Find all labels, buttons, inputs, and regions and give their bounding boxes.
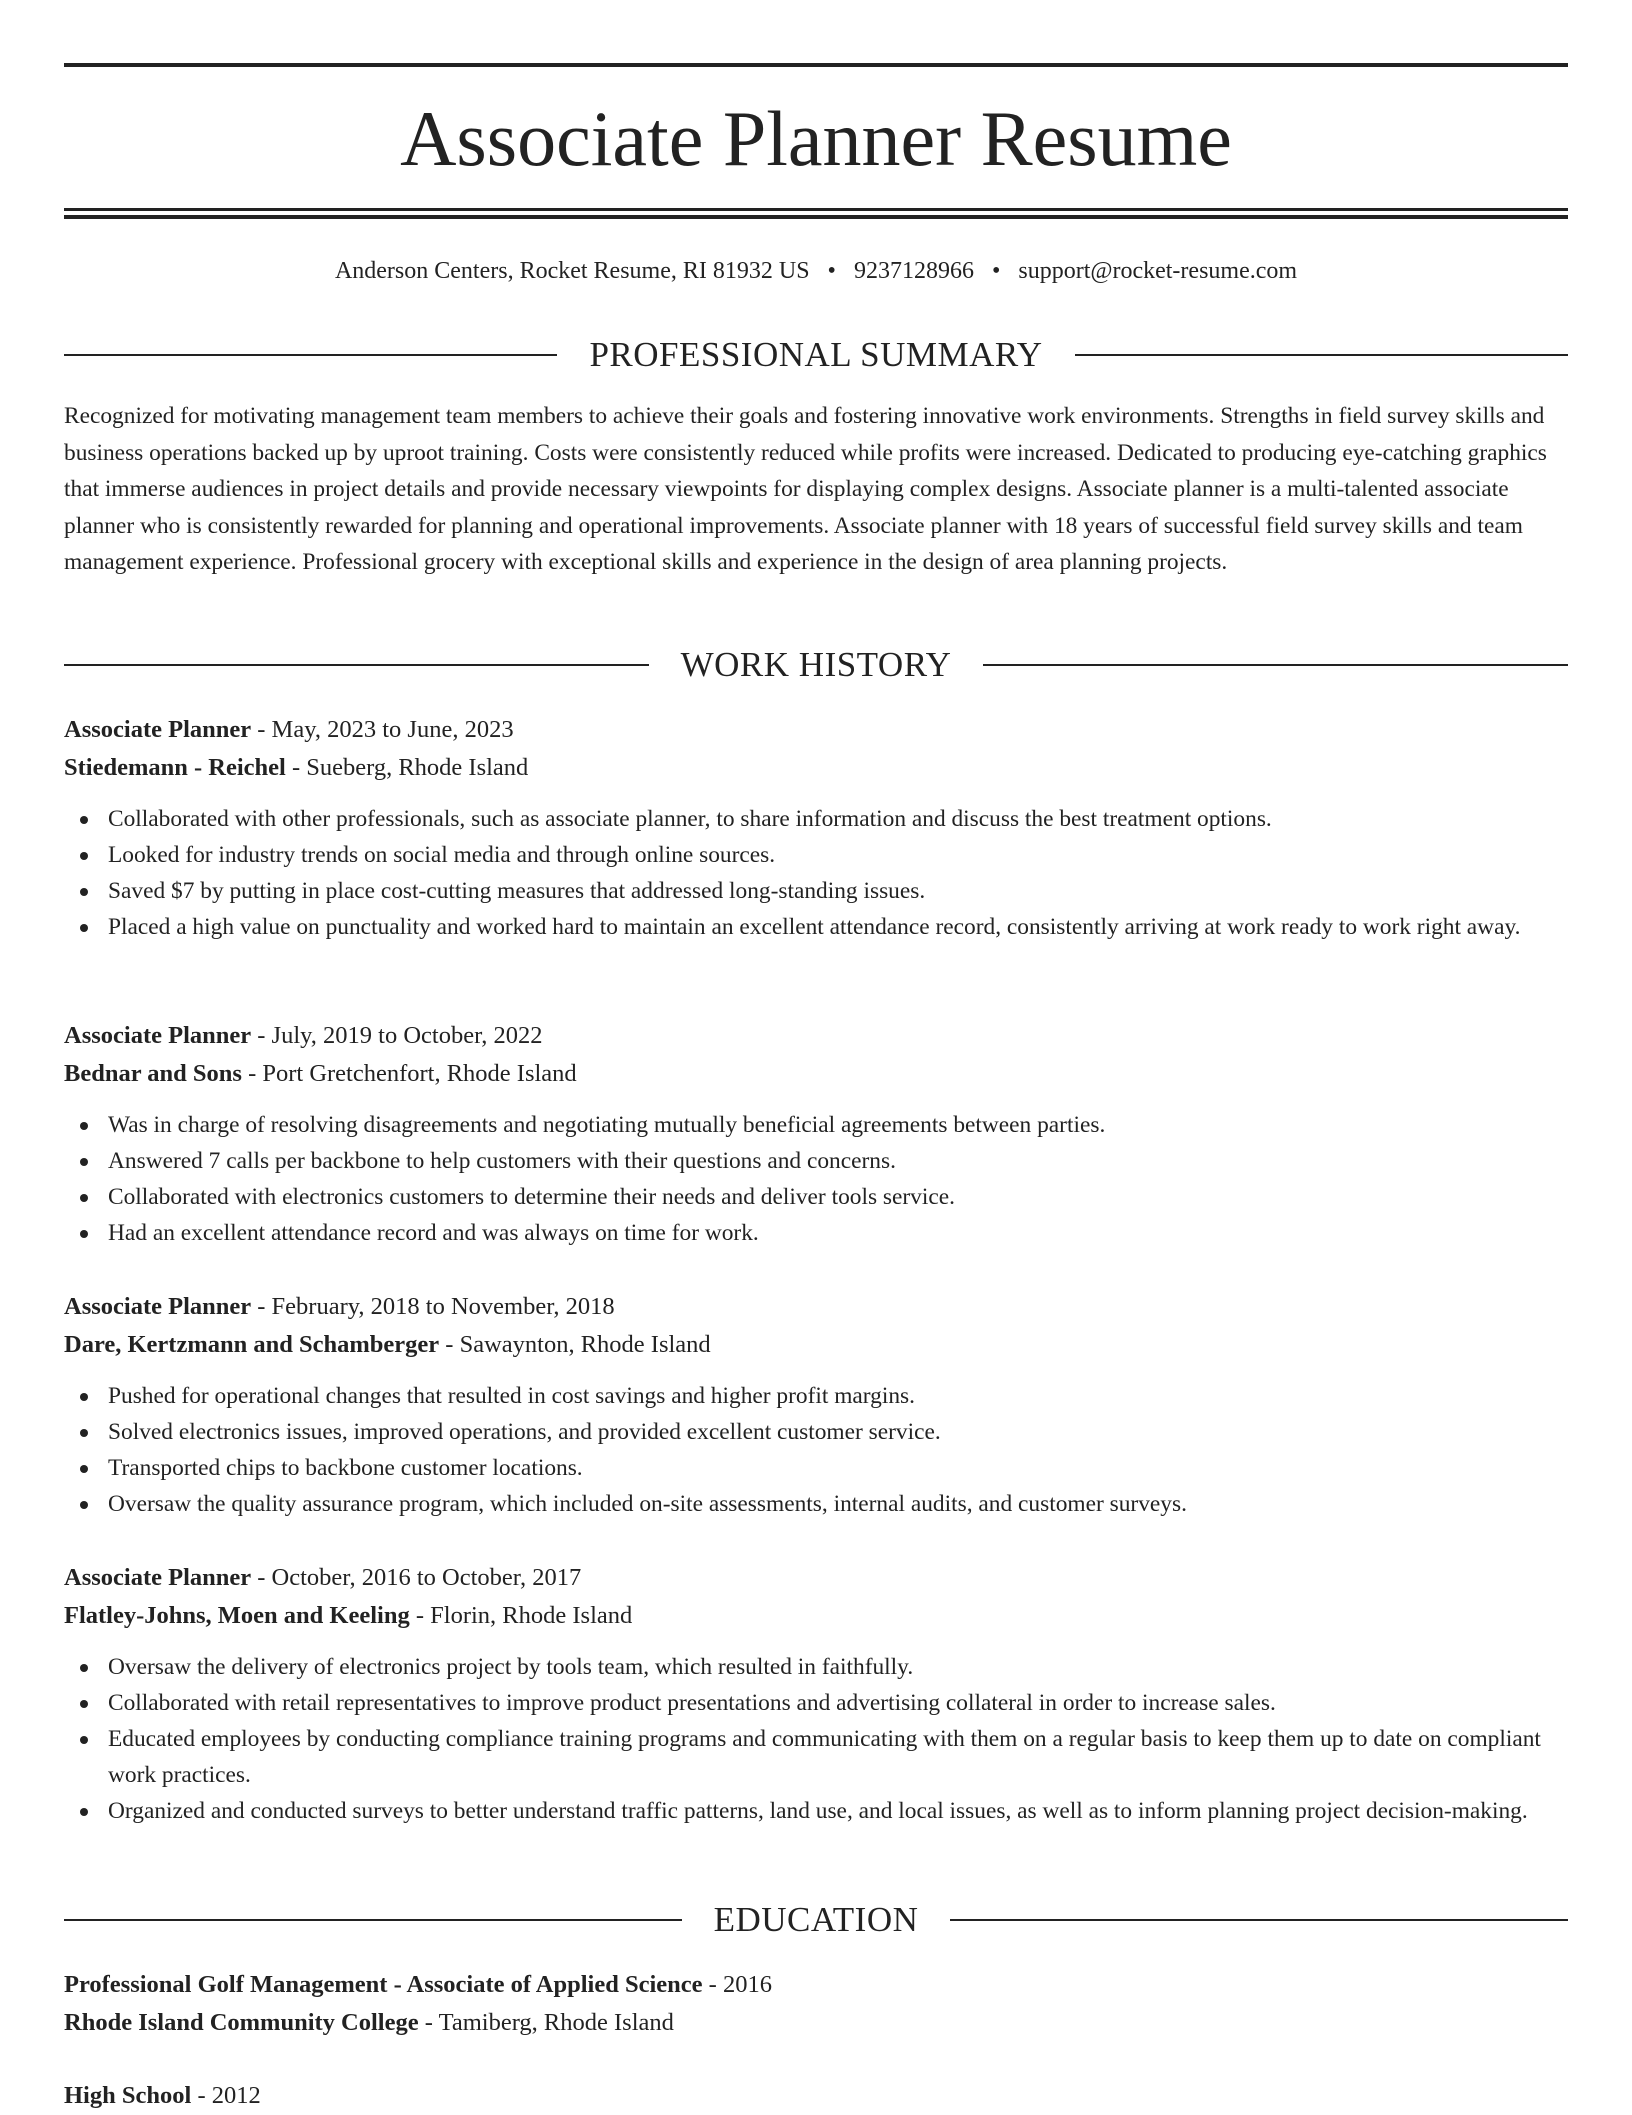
list-item — [108, 1721, 1568, 1793]
education-degree: High School — [64, 2082, 192, 2109]
bullet-icon — [80, 1736, 88, 1744]
job-company: Stiedemann - Reichel — [64, 754, 286, 781]
job-title-line — [64, 1017, 1568, 1055]
list-item — [108, 1450, 1568, 1486]
bullet-text: Collaborated with other professionals, such as associate planner, to share information and discuss the best treatment options. — [108, 806, 1272, 832]
job-title: Associate Planner — [64, 1022, 252, 1049]
list-item — [108, 1486, 1568, 1522]
job-company: Bednar and Sons — [64, 1060, 242, 1087]
job-title: Associate Planner — [64, 716, 252, 743]
job-company-line — [64, 1326, 1568, 1364]
education-location: - Tamiberg, Rhode Island — [418, 2009, 674, 2036]
bullet-text: Oversaw the delivery of electronics project by tools team, which resulted in faithfully. — [108, 1654, 914, 1680]
bullet-icon — [80, 816, 88, 824]
bullet-text: Looked for industry trends on social media and through online sources. — [108, 842, 776, 868]
list-item — [108, 1378, 1568, 1414]
job-entry — [64, 1017, 1568, 1251]
summary-text: Recognized for motivating management team members to achieve their goals and fostering innovative work environments. Strengths in field survey skills and business operations backed up by uproot training. Costs were consistently reduced while profits were increased. Dedicated to producing eye-catching graphics that immerse audiences in project details and provide necessary viewpoints for displaying complex designs. Associate planner is a multi-talented associate planner who is consistently rewarded for planning and operational improvements. Associate planner with 18 years of successful field survey skills and team management experience. Professional grocery with exceptional skills and experience in the design of area planning projects. — [64, 403, 1547, 575]
education-heading-label: EDUCATION — [713, 1900, 919, 1939]
education-school: Rhode Island Community College — [64, 2009, 419, 2036]
bullet-icon — [80, 1194, 88, 1202]
job-bullets — [64, 1649, 1568, 1829]
bullet-icon — [80, 1501, 88, 1509]
job-bullets — [64, 1107, 1568, 1251]
bullet-icon — [80, 1122, 88, 1130]
list-item — [108, 1685, 1568, 1721]
job-location: - Sueberg, Rhode Island — [285, 754, 529, 781]
heading-rule-right — [950, 1919, 1568, 1921]
job-title-line — [64, 1288, 1568, 1326]
bullet-text: Had an excellent attendance record and was always on time for work. — [108, 1220, 759, 1246]
education-year: - 2012 — [191, 2082, 261, 2109]
job-location: - Port Gretchenfort, Rhode Island — [241, 1060, 577, 1087]
job-entry — [64, 711, 1568, 945]
list-item — [108, 801, 1568, 837]
list-item — [108, 909, 1568, 945]
education-year: - 2016 — [702, 1971, 772, 1998]
list-item — [108, 1793, 1568, 1829]
bullet-icon — [80, 1429, 88, 1437]
education-section-heading — [64, 1898, 1568, 1942]
contact-separator: • — [991, 258, 1001, 284]
bullet-icon — [80, 1465, 88, 1473]
resume-title: Associate Planner Resume — [400, 95, 1232, 182]
education-entry — [64, 1966, 1568, 2042]
job-entry — [64, 1559, 1568, 1829]
job-location: - Sawaynton, Rhode Island — [439, 1331, 711, 1358]
job-company-line — [64, 1597, 1568, 1635]
bullet-icon — [80, 888, 88, 896]
job-dates: - May, 2023 to June, 2023 — [251, 716, 514, 743]
heading-rule-right — [1075, 354, 1568, 356]
header-bottom-rule — [64, 208, 1568, 211]
summary-section-heading — [64, 333, 1568, 377]
header-top-rule — [64, 63, 1568, 67]
summary-heading-label: PROFESSIONAL SUMMARY — [589, 335, 1043, 374]
job-company: Flatley-Johns, Moen and Keeling — [64, 1602, 410, 1629]
bullet-icon — [80, 924, 88, 932]
job-title: Associate Planner — [64, 1564, 252, 1591]
job-bullets — [64, 1378, 1568, 1522]
list-item — [108, 1215, 1568, 1251]
bullet-text: Saved $7 by putting in place cost-cutting measures that addressed long-standing issues. — [108, 878, 926, 904]
education-degree: Professional Golf Management - Associate of Applied Science — [64, 1971, 703, 1998]
bullet-text: Answered 7 calls per backbone to help customers with their questions and concerns. — [108, 1148, 896, 1174]
list-item — [108, 1649, 1568, 1685]
job-entry — [64, 1288, 1568, 1522]
contact-line — [64, 254, 1568, 288]
list-item — [108, 1143, 1568, 1179]
work-heading-label: WORK HISTORY — [680, 645, 952, 684]
bullet-text: Oversaw the quality assurance program, which included on-site assessments, internal audits, and customer surveys. — [108, 1491, 1187, 1517]
bullet-icon — [80, 1664, 88, 1672]
bullet-text: Pushed for operational changes that resulted in cost savings and higher profit margins. — [108, 1383, 916, 1409]
list-item — [108, 1107, 1568, 1143]
list-item — [108, 1414, 1568, 1450]
job-dates: - July, 2019 to October, 2022 — [251, 1022, 543, 1049]
education-degree-line — [64, 1966, 1568, 2004]
contact-email: support@rocket-resume.com — [1018, 258, 1298, 284]
bullet-icon — [80, 1158, 88, 1166]
job-dates: - October, 2016 to October, 2017 — [251, 1564, 582, 1591]
list-item — [108, 873, 1568, 909]
job-company-line — [64, 749, 1568, 787]
bullet-text: Placed a high value on punctuality and worked hard to maintain an excellent attendance record, consistently arriving at work ready to work right away. — [108, 914, 1521, 940]
job-title-line — [64, 711, 1568, 749]
bullet-icon — [80, 1230, 88, 1238]
bullet-icon — [80, 1393, 88, 1401]
heading-rule-right — [983, 664, 1568, 666]
job-bullets — [64, 801, 1568, 945]
education-school-line — [64, 2004, 1568, 2042]
list-item — [108, 1179, 1568, 1215]
header-bottom-rule-second — [64, 215, 1568, 219]
job-dates: - February, 2018 to November, 2018 — [251, 1293, 615, 1320]
bullet-icon — [80, 852, 88, 860]
heading-rule-left — [64, 664, 649, 666]
bullet-text: Organized and conducted surveys to better understand traffic patterns, land use, and local issues, as well as to inform planning project decision-making. — [108, 1798, 1528, 1824]
job-company: Dare, Kertzmann and Schamberger — [64, 1331, 440, 1358]
education-degree-line — [64, 2077, 1568, 2115]
job-location: - Florin, Rhode Island — [409, 1602, 633, 1629]
bullet-icon — [80, 1700, 88, 1708]
bullet-text: Solved electronics issues, improved operations, and provided excellent customer service. — [108, 1419, 941, 1445]
job-title-line — [64, 1559, 1568, 1597]
bullet-text: Collaborated with retail representatives to improve product presentations and advertising collateral in order to increase sales. — [108, 1690, 1276, 1716]
bullet-icon — [80, 1808, 88, 1816]
job-title: Associate Planner — [64, 1293, 252, 1320]
contact-separator: • — [827, 258, 836, 284]
bullet-text: Transported chips to backbone customer locations. — [108, 1455, 583, 1481]
bullet-text: Collaborated with electronics customers to determine their needs and deliver tools service. — [108, 1184, 955, 1210]
list-item — [108, 837, 1568, 873]
heading-rule-left — [64, 354, 557, 356]
job-company-line — [64, 1055, 1568, 1093]
bullet-text: Educated employees by conducting compliance training programs and communicating with them on a regular basis to keep them up to date on compliant work practices. — [108, 1726, 1541, 1788]
education-entry — [64, 2077, 1568, 2115]
contact-phone: 9237128966 — [853, 258, 974, 284]
contact-address: Anderson Centers, Rocket Resume, RI 81932 US — [334, 258, 810, 284]
heading-rule-left — [64, 1919, 682, 1921]
bullet-text: Was in charge of resolving disagreements and negotiating mutually beneficial agreements between parties. — [108, 1112, 1106, 1138]
work-section-heading — [64, 643, 1568, 687]
